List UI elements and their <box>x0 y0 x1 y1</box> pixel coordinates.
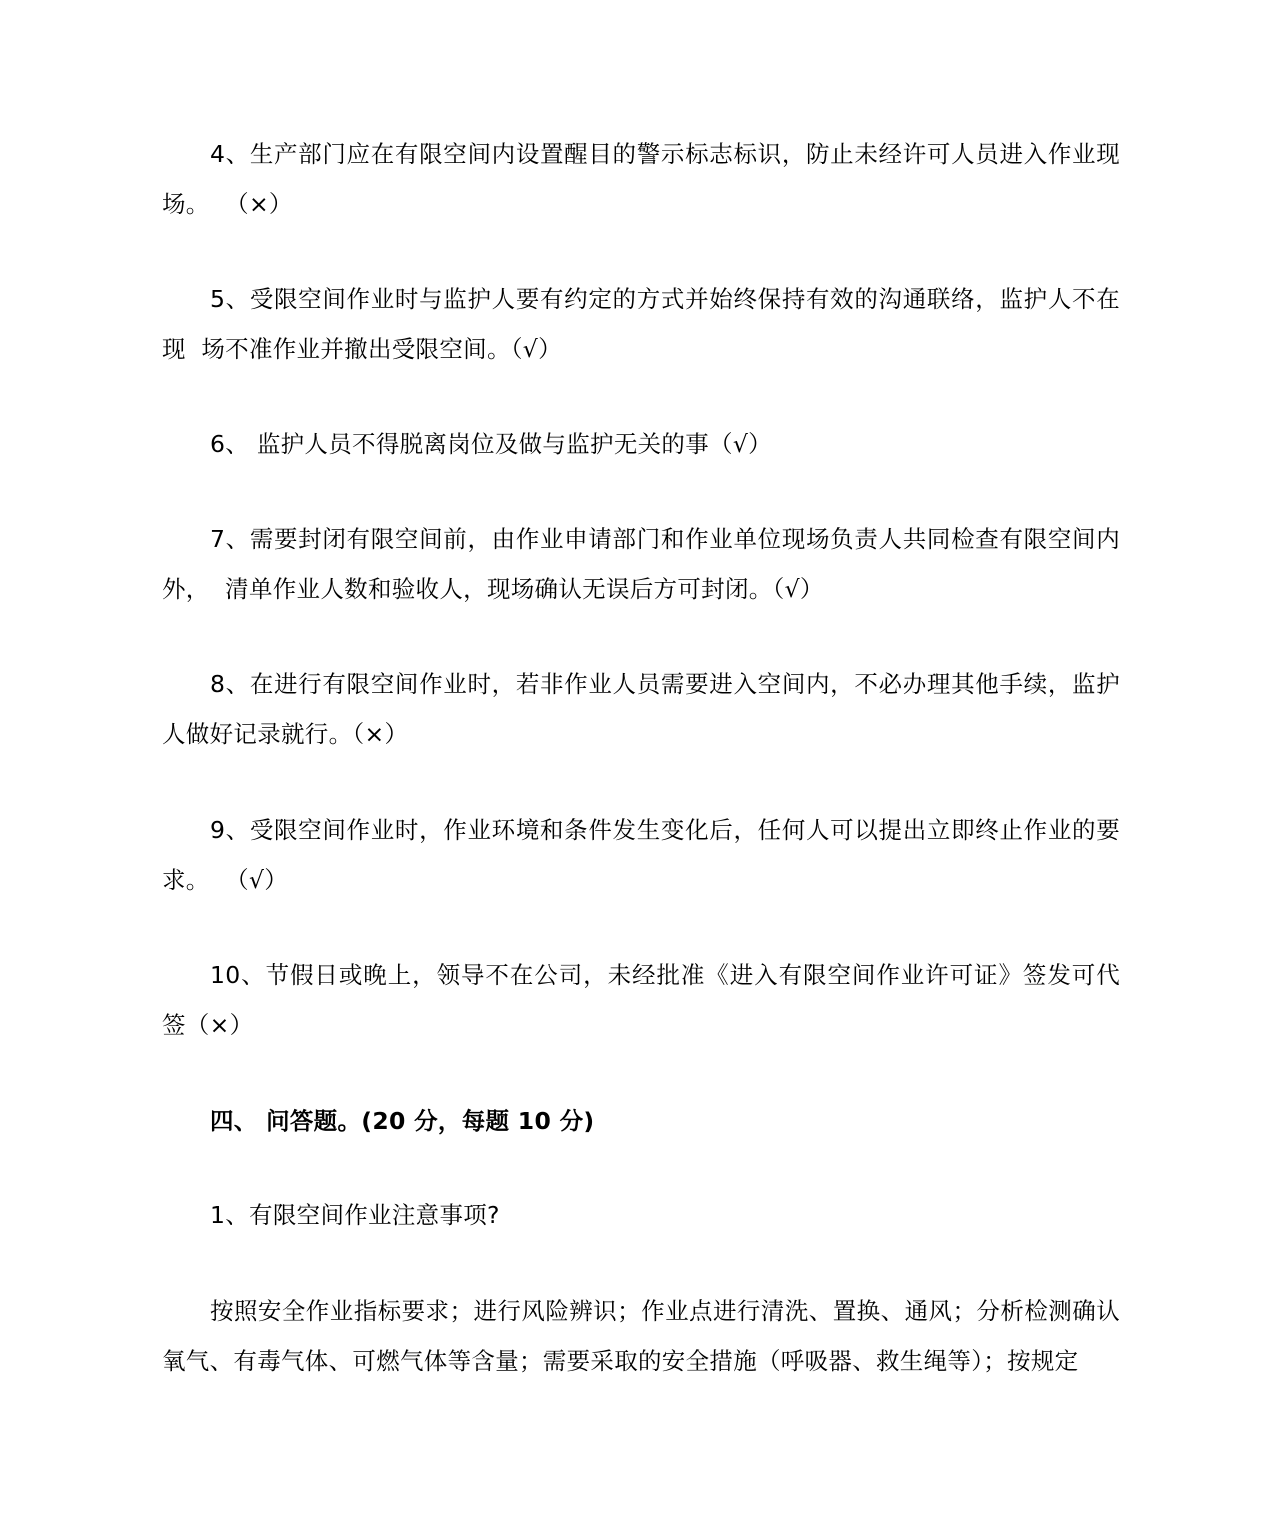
answer-1: 按照安全作业指标要求；进行风险辨识；作业点进行清洗、置换、通风；分析检测确认氧气、有毒气体、可燃气体等含量；需要采取的安全措施（呼吸器、救生绳等）；按规定 <box>162 1297 1120 1375</box>
true-false-item-9: 9、受限空间作业时，作业环境和条件发生变化后，任何人可以提出立即终止作业的要求。 （√） <box>162 816 1120 894</box>
document-page <box>162 0 1122 1521</box>
true-false-item-4: 4、生产部门应在有限空间内设置醒目的警示标志标识，防止未经许可人员进入作业现场。 （×） <box>162 140 1120 218</box>
true-false-item-10: 10、节假日或晚上，领导不在公司，未经批准《进入有限空间作业许可证》签发可代签（×） <box>162 961 1120 1039</box>
true-false-item-5: 5、受限空间作业时与监护人要有约定的方式并始终保持有效的沟通联络，监护人不在现 场不准作业并撤出受限空间。（√） <box>162 285 1120 363</box>
question-1: 1、有限空间作业注意事项? <box>210 1201 500 1229</box>
true-false-item-8: 8、在进行有限空间作业时，若非作业人员需要进入空间内，不必办理其他手续，监护人做好记录就行。（×） <box>162 670 1120 748</box>
section-heading: 四、 问答题。(20 分，每题 10 分) <box>210 1107 595 1135</box>
true-false-item-6: 6、 监护人员不得脱离岗位及做与监护无关的事（√） <box>210 430 772 458</box>
true-false-item-7: 7、需要封闭有限空间前，由作业申请部门和作业单位现场负责人共同检查有限空间内外， 清单作业人数和验收人，现场确认无误后方可封闭。（√） <box>162 525 1120 603</box>
